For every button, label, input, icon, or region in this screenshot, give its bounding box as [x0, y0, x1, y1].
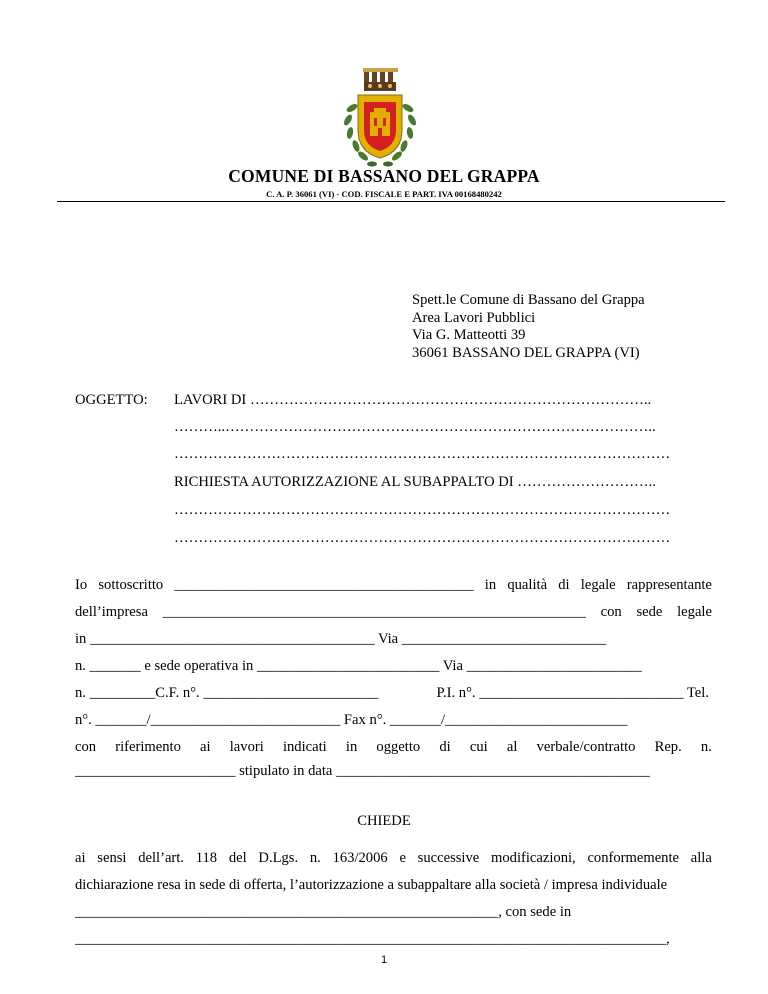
word: n. [309, 850, 321, 866]
word: legale [677, 604, 712, 620]
word: P.I. n°. ____________________________ Tel. [436, 685, 709, 701]
word: e [399, 850, 406, 866]
recipient-line: Area Lavori Pubblici [412, 309, 536, 326]
subject-line: ………..…………………………………………………………………………….. [174, 419, 656, 435]
subject-line: LAVORI DI ……………………………………………………………………….. [174, 392, 652, 408]
word: del [228, 850, 247, 866]
word: D.Lgs. [258, 850, 299, 866]
body-line [75, 604, 712, 621]
body-line: ______________________ stipulato in data ___________________________________________ [75, 763, 650, 779]
coat-of-arms-logo [330, 68, 430, 173]
page-subtitle: C. A. P. 36061 (VI) - COD. FISCALE E PART. IVA 00168480242 [266, 189, 502, 199]
word: ai [75, 850, 86, 866]
recipient-line: 36061 BASSANO DEL GRAPPA (VI) [412, 344, 640, 361]
word: Rep. [654, 739, 682, 755]
request-line [75, 850, 712, 867]
word: modificazioni, [491, 850, 576, 866]
crown-icon [363, 68, 398, 91]
word: dell’art. [138, 850, 184, 866]
word: verbale/contratto [536, 739, 636, 755]
word: sensi [97, 850, 127, 866]
page-title: COMUNE DI BASSANO DEL GRAPPA [228, 166, 540, 186]
word: n. _________C.F. n°. ________________________ [75, 685, 379, 701]
word: in [484, 577, 497, 593]
word: Io [75, 577, 88, 593]
request-line: __________________________________________________________, con sede in [75, 904, 572, 920]
subject-line: RICHIESTA AUTORIZZAZIONE AL SUBAPPALTO DI ……………………….. [174, 474, 656, 490]
word: 163/2006 [332, 850, 388, 866]
word: oggetto [376, 739, 421, 755]
request-line: _________________________________________________________________________________, [75, 931, 670, 947]
word: legale [580, 577, 616, 593]
word: con [600, 604, 622, 620]
recipient-line: Via G. Matteotti 39 [412, 327, 526, 344]
subject-line: ………………………………………………………………………………………… [174, 446, 671, 462]
body-line: n. _______ e sede operativa in _________________________ Via ________________________ [75, 658, 642, 674]
word: dell’impresa [75, 604, 148, 620]
word: lavori [229, 739, 264, 755]
word: conformemente [587, 850, 680, 866]
word: di [558, 577, 570, 593]
word: di [439, 739, 451, 755]
word: successive [417, 850, 480, 866]
word: n. [700, 739, 712, 755]
subject-label: OGGETTO: [75, 392, 148, 408]
recipient-line: Spett.le Comune di Bassano del Grappa [412, 292, 645, 308]
request-line: dichiarazione resa in sede di offerta, l’autorizzazione a subappaltare alla società / impresa individuale [75, 877, 668, 893]
blank-field: _________________________________________ [174, 577, 474, 593]
body-line [75, 685, 709, 702]
chiede-heading: CHIEDE [357, 813, 411, 829]
subject-line: ………………………………………………………………………………………… [174, 502, 671, 518]
page-number: 1 [380, 954, 388, 966]
word: cui [469, 739, 488, 755]
word: indicati [282, 739, 327, 755]
shield-icon [358, 95, 402, 158]
word: rappresentante [626, 577, 712, 593]
body-line: in _______________________________________ Via ____________________________ [75, 631, 607, 647]
body-line: n°. _______/__________________________ Fax n°. _______/_________________________ [75, 712, 628, 728]
blank-field: __________________________________________________________ [162, 604, 586, 620]
word: con [75, 739, 97, 755]
word: sede [636, 604, 663, 620]
word: in [345, 739, 358, 755]
subject-line: ………………………………………………………………………………………… [174, 530, 671, 546]
word: 118 [195, 850, 218, 866]
word: alla [690, 850, 712, 866]
word: ai [200, 739, 211, 755]
word: qualità [507, 577, 548, 593]
header-divider [57, 201, 725, 202]
body-line [75, 739, 712, 756]
recipient-address [412, 292, 645, 362]
word: sottoscritto [98, 577, 164, 593]
word: riferimento [115, 739, 181, 755]
word: al [506, 739, 518, 755]
body-line [75, 577, 712, 594]
